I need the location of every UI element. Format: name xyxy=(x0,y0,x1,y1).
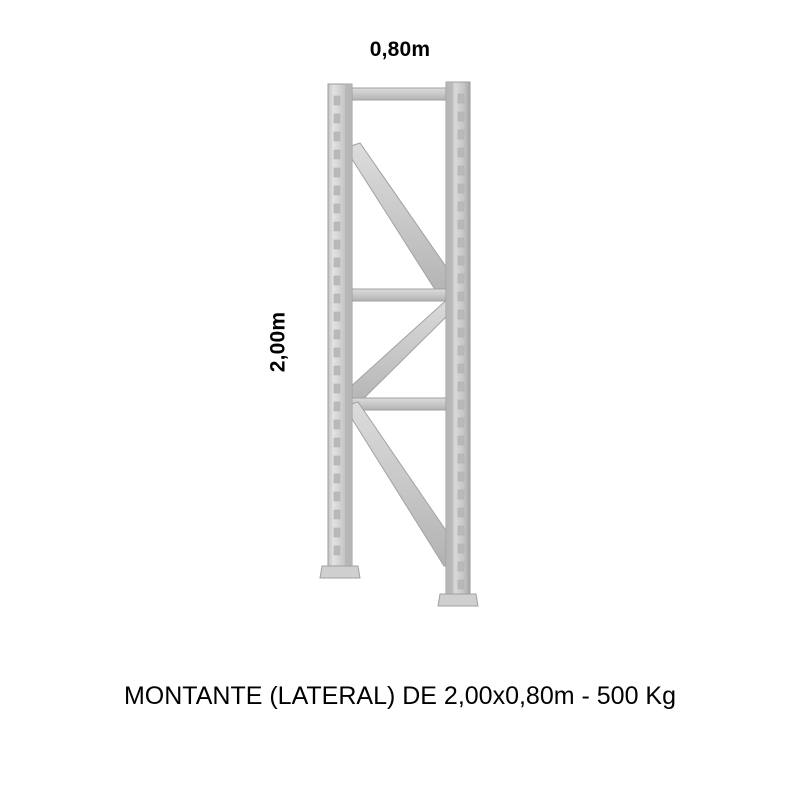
width-dimension-label: 0,80m xyxy=(369,38,431,61)
brace-assembly xyxy=(338,88,458,566)
right-base-foot xyxy=(438,594,478,606)
diagonal-brace-upper xyxy=(345,143,456,299)
diagonal-brace-middle xyxy=(338,295,458,410)
height-dimension-label: 2,00m xyxy=(266,311,290,373)
middle-horizontal-brace xyxy=(340,281,458,309)
product-caption: MONTANTE (LATERAL) DE 2,00x0,80m - 500 Kg xyxy=(123,682,677,710)
left-base-foot xyxy=(320,566,360,578)
top-horizontal-brace xyxy=(340,88,458,100)
diagonal-brace-lower xyxy=(344,402,458,566)
